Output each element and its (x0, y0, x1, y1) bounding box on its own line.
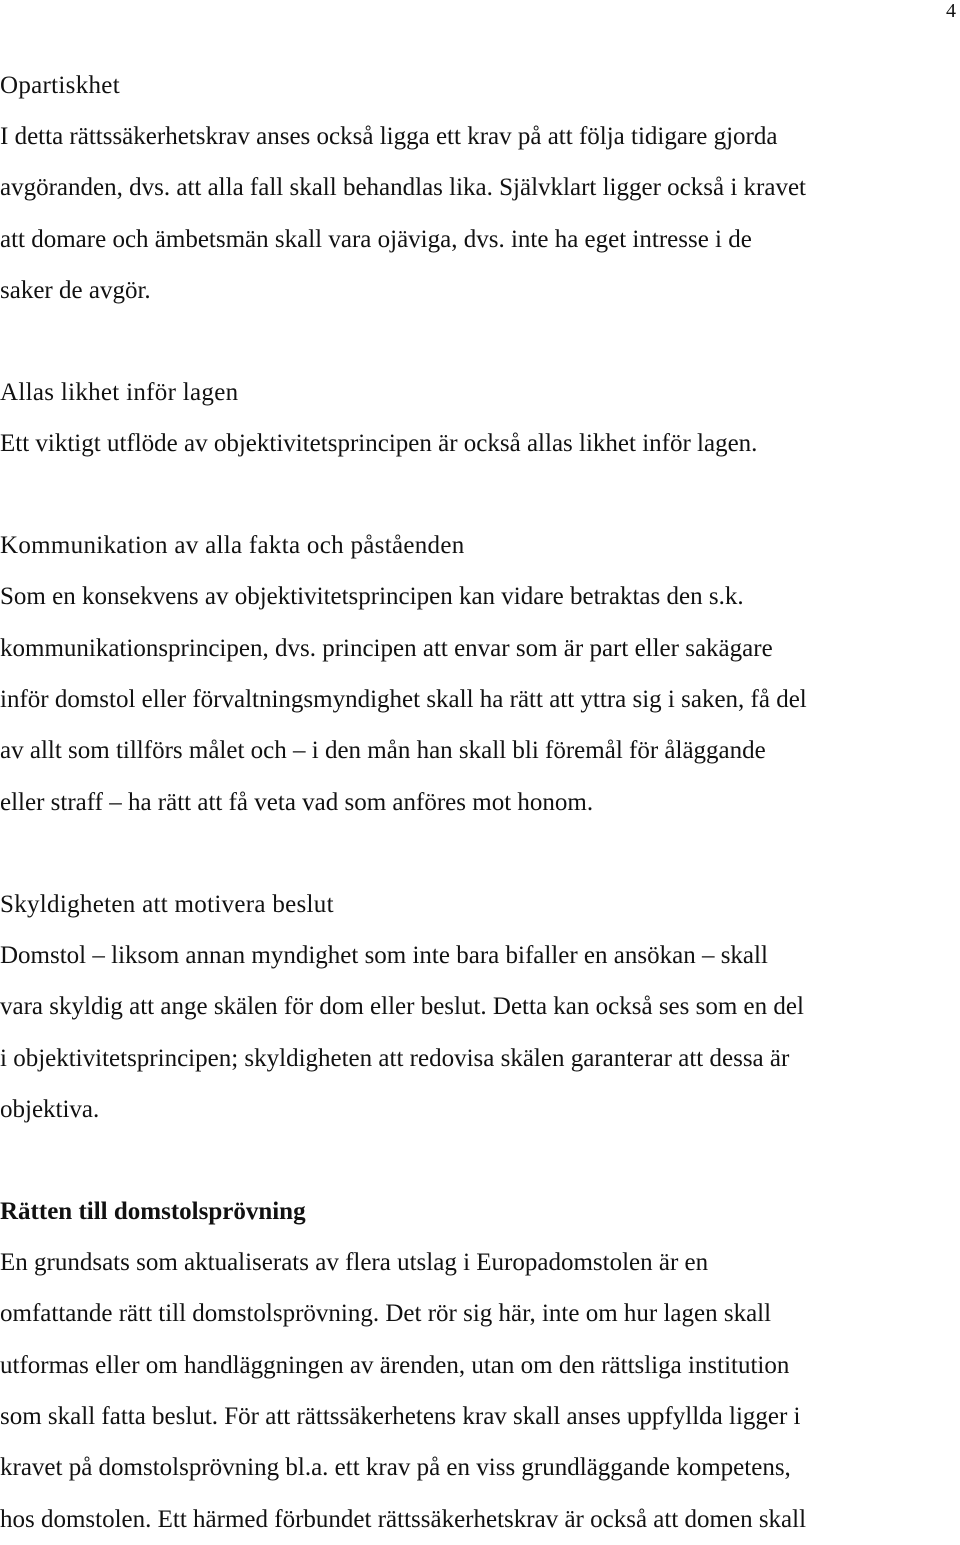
section-paragraph (0, 571, 960, 827)
section-kommunikation (0, 520, 960, 827)
paragraph-line: utformas eller om handläggningen av ärenden, utan om den rättsliga institution (0, 1351, 790, 1379)
paragraph-line: Som en konsekvens av objektivitetsprincipen kan vidare betraktas den s.k. (0, 583, 744, 611)
section-heading: Rätten till domstolsprövning (0, 1198, 306, 1226)
paragraph-line: Domstol – liksom annan myndighet som inte bara bifaller en ansökan – skall (0, 941, 768, 969)
section-paragraph (0, 1237, 960, 1545)
paragraph-line: inför domstol eller förvaltningsmyndighet skall ha rätt att yttra sig i saken, få del (0, 686, 807, 714)
paragraph-line: avgöranden, dvs. att alla fall skall behandlas lika. Självklart ligger också i kravet (0, 174, 806, 202)
paragraph-line: kommunikationsprincipen, dvs. principen att envar som är part eller sakägare (0, 634, 773, 662)
section-opartiskhet (0, 60, 960, 316)
paragraph-line: av allt som tillförs målet och – i den mån han skall bli föremål för åläggande (0, 737, 766, 765)
document-body (0, 60, 960, 1545)
paragraph-line: objektiva. (0, 1095, 100, 1123)
page-number: 4 (946, 0, 956, 22)
paragraph-line: vara skyldig att ange skälen för dom eller beslut. Detta kan också ses som en del (0, 993, 804, 1021)
paragraph-line: saker de avgör. (0, 276, 151, 304)
paragraph-line: hos domstolen. Ett härmed förbundet rättssäkerhetskrav är också att domen skall (0, 1505, 807, 1533)
paragraph-line: som skall fatta beslut. För att rättssäkerhetens krav skall anses uppfyllda ligger i (0, 1403, 801, 1431)
section-heading: Skyldigheten att motivera beslut (0, 890, 334, 918)
section-domstolsprovning (0, 1186, 960, 1545)
paragraph-line: kravet på domstolsprövning bl.a. ett krav på en viss grundläggande kompetens, (0, 1454, 791, 1482)
section-gap (0, 1135, 960, 1186)
section-paragraph (0, 111, 960, 316)
paragraph-line: Ett viktigt utflöde av objektivitetsprincipen är också allas likhet inför lagen. (0, 430, 758, 458)
section-motivera-beslut (0, 879, 960, 1135)
section-heading: Kommunikation av alla fakta och påståenden (0, 532, 465, 560)
paragraph-line: att domare och ämbetsmän skall vara ojäviga, dvs. inte ha eget intresse i de (0, 225, 752, 253)
section-gap (0, 469, 960, 520)
paragraph-line: i objektivitetsprincipen; skyldigheten att redovisa skälen garanterar att dessa är (0, 1044, 790, 1072)
paragraph-line: omfattande rätt till domstolsprövning. Det rör sig här, inte om hur lagen skall (0, 1300, 772, 1328)
section-paragraph (0, 418, 960, 469)
section-heading: Opartiskhet (0, 72, 120, 99)
section-gap (0, 828, 960, 879)
section-heading: Allas likhet inför lagen (0, 379, 239, 407)
section-gap (0, 316, 960, 367)
paragraph-line: eller straff – ha rätt att få veta vad som anföres mot honom. (0, 788, 594, 816)
paragraph-line: I detta rättssäkerhetskrav anses också ligga ett krav på att följa tidigare gjorda (0, 123, 778, 150)
section-allas-likhet (0, 367, 960, 469)
paragraph-line: En grundsats som aktualiserats av flera utslag i Europadomstolen är en (0, 1249, 709, 1277)
section-paragraph (0, 930, 960, 1135)
